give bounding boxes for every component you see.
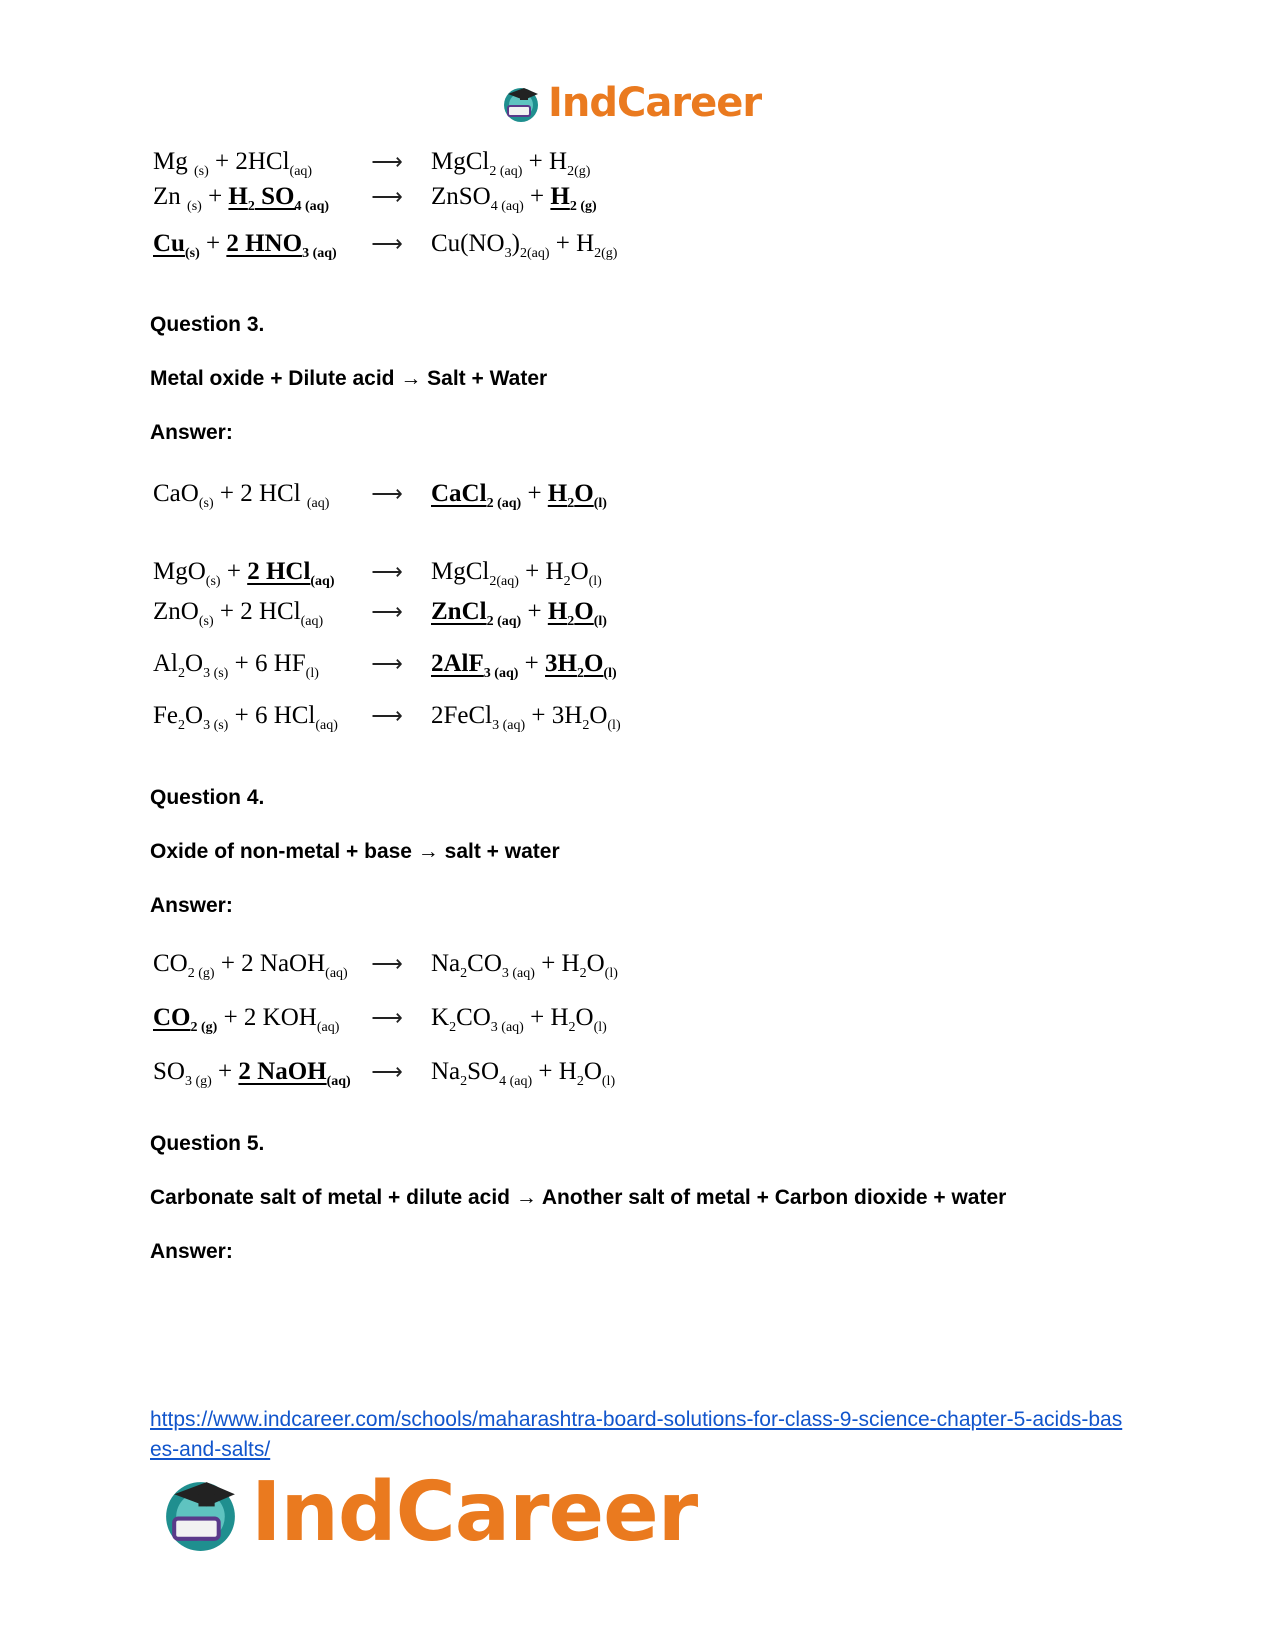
equation-row: Mg $_{(s)}$ + 2HCl$_{(aq)}$ ⟶ MgCl$_{2 (aq)}$ + $H_{2(g)}$ [153,148,591,179]
reaction-arrow-icon: ⟶ [371,559,403,584]
reaction-arrow-icon: ⟶ [371,951,403,976]
reaction-arrow-icon: ⟶ [371,231,403,256]
question-4-title: Question 4. [150,786,265,809]
equation-row: $SO_{3 (g)} + 2$ NaOH$_{(aq)}$ ⟶ $Na_2SO_{4 (aq)} + H_2O_{(l)}$ [153,1058,616,1089]
reaction-arrow-icon: ⟶ [371,703,403,728]
question-5-statement: Carbonate salt of metal + dilute acid → Another salt of metal + Carbon dioxide + water [150,1186,1007,1209]
question-3-statement: Metal oxide + Dilute acid → Salt + Water [150,367,548,390]
equation-row: MgO$_{(s)}$ + 2 HCl$_{(aq)}$ ⟶ MgCl$_{2(aq)}$ + $H_2O_{(l)}$ [153,558,602,589]
reaction-arrow-icon: ⟶ [371,149,403,174]
equation-row: $CO_{2 (g)} + 2$ $KOH_{(aq)}$ ⟶ $K_2CO_{3 (aq)} + H_2O_{(l)}$ [153,1004,607,1035]
equation-row: $CO_{2 (g)} + 2$ NaOH$_{(aq)}$ ⟶ $Na_2CO_{3 (aq)} + H_2O_{(l)}$ [153,950,618,981]
logo-text: IndCareer [548,80,762,126]
equation-row: Zn $_{(s)} + H_2$ $SO_{4 (aq)}$ ⟶ ZnSO$_{4 (aq)}$ + $H_{2 (g)}$ [153,183,597,214]
question-3-title: Question 3. [150,313,265,336]
question-5-answer-label: Answer: [150,1240,233,1263]
reaction-arrow-icon: ⟶ [371,184,403,209]
question-4-statement: Oxide of non-metal + base → salt + water [150,840,560,863]
question-5-title: Question 5. [150,1132,265,1155]
graduation-cap-book-globe-icon [158,1470,243,1555]
question-3-answer-label: Answer: [150,421,233,444]
logo-text: IndCareer [251,1465,698,1560]
question-4-answer-label: Answer: [150,894,233,917]
graduation-cap-book-globe-icon [500,82,542,124]
reaction-arrow-icon: ⟶ [371,1005,403,1030]
equation-row: ZnO$_{(s)}$ + 2 HCl$_{(aq)}$ ⟶ ZnCl$_{2 (aq)}$ + $H_2O_{(l)}$ [153,598,607,629]
equation-row: $Al_2O_{3 (s)} + 6$ $HF_{(l)}$ ⟶ $2AlF_{3 (aq)} + 3H_2O_{(l)}$ [153,650,617,681]
source-link[interactable]: https://www.indcareer.com/schools/maharashtra-board-solutions-for-class-9-science-chapter-5-acids-bases-and-salts/ [150,1408,1123,1461]
reaction-arrow-icon: ⟶ [371,599,403,624]
reaction-arrow-icon: ⟶ [371,651,403,676]
footer-logo [158,1465,697,1560]
equation-row: CaO$_{(s)}$ + 2 HCl $_{(aq)}$ ⟶ CaCl$_{2 (aq)}$ + $H_2O_{(l)}$ [153,480,607,511]
equation-row: $Cu_{(s)} + 2$ $HNO_{3 (aq)}$ ⟶ $Cu(NO_3)_{2(aq)} + H_{2(g)}$ [153,230,618,261]
header-logo [500,78,761,128]
reaction-arrow-icon: ⟶ [371,481,403,506]
reaction-arrow-icon: ⟶ [371,1059,403,1084]
equation-row: $Fe_2O_{3 (s)} + 6$ HCl$_{(aq)}$ ⟶ 2FeCl$_{3 (aq)}$ + $3H_2O_{(l)}$ [153,702,621,733]
